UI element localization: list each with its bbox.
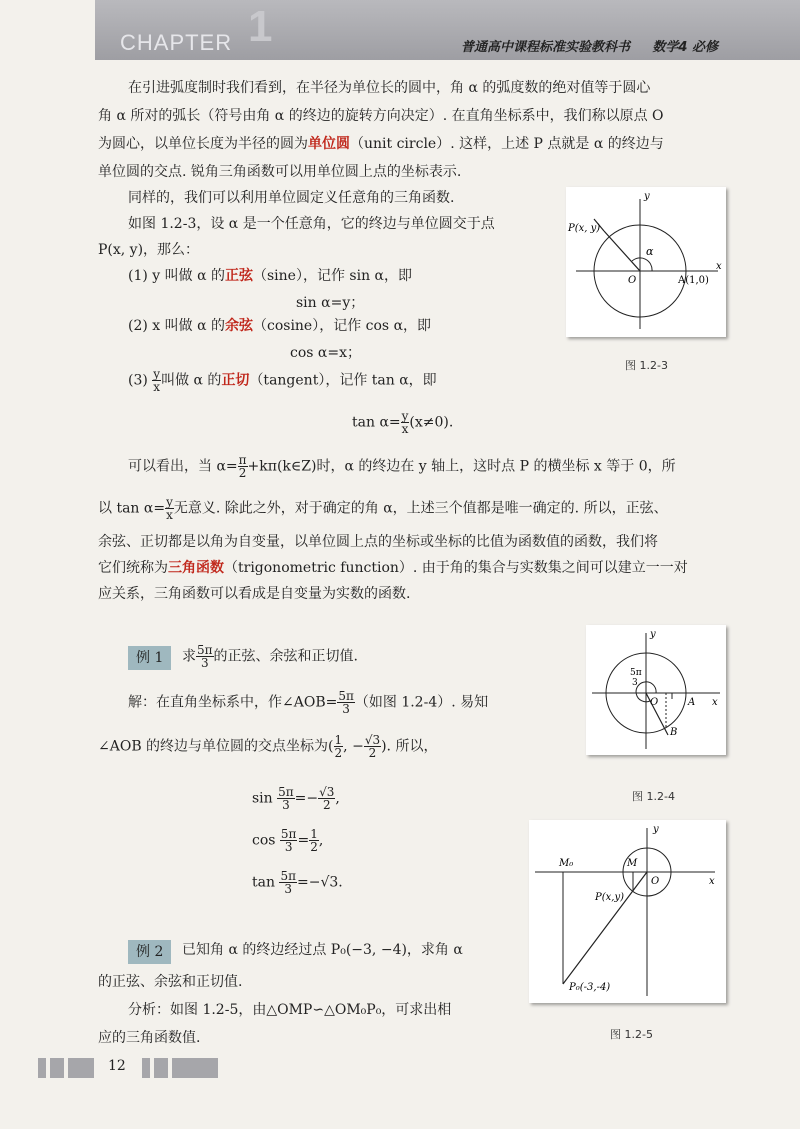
formula-sine: sin α=y； bbox=[296, 295, 365, 311]
fraction bbox=[196, 644, 214, 669]
right-angle-mark bbox=[666, 693, 672, 699]
formula-tangent bbox=[352, 410, 453, 435]
angle-arc bbox=[632, 258, 652, 271]
text: +kπ(k∈Z)时，α 的终边在 y 轴上，这时点 P 的横坐标 x 等于 0，所 bbox=[247, 458, 676, 475]
example-1-solution-line bbox=[98, 734, 437, 759]
footer-bar bbox=[50, 1058, 64, 1078]
numerator: √3 bbox=[364, 733, 381, 747]
denominator: 2 bbox=[322, 798, 331, 812]
denominator: 2 bbox=[310, 840, 318, 854]
term-tangent: 正切 bbox=[221, 372, 250, 389]
example-2-question: 已知角 α 的终边经过点 P₀(−3, −4)，求角 α bbox=[182, 942, 463, 958]
chapter-number: 1 bbox=[248, 2, 273, 51]
paragraph-line: 单位圆的交点. 锐角三角函数可以用单位圆上点的坐标表示. bbox=[98, 164, 462, 180]
text: （tangent），记作 tan α，即 bbox=[249, 372, 437, 389]
figure-caption: 图 1.2-5 bbox=[610, 1028, 653, 1041]
footer-bar bbox=[154, 1058, 168, 1078]
numerator: y bbox=[401, 409, 409, 423]
example-2-analysis: 分析：如图 1.2-5，由△OMP∽△OM₀P₀，可求出相 bbox=[128, 1002, 452, 1018]
paragraph-line: 余弦、正切都是以角为自变量，以单位圆上点的坐标或坐标的比值为函数值的函数，我们将 bbox=[98, 534, 658, 550]
fraction bbox=[318, 786, 335, 811]
footer-bar bbox=[38, 1058, 46, 1078]
numerator: 5π bbox=[278, 785, 294, 799]
paragraph-line: 在引进弧度制时我们看到，在半径为单位长的圆中，角 α 的弧度数的绝对值等于圆心 bbox=[128, 80, 651, 96]
numerator: 5π bbox=[338, 689, 354, 703]
paragraph-line: 应关系，三角函数可以看成是自变量为实数的函数. bbox=[98, 586, 411, 602]
figure-caption: 图 1.2-4 bbox=[632, 790, 675, 803]
formula-tan-5pi-3 bbox=[252, 870, 343, 895]
example-1-question bbox=[182, 644, 358, 669]
fraction bbox=[279, 870, 297, 895]
text: （unit circle）. 这样，上述 P 点就是 α 的终边与 bbox=[350, 136, 664, 152]
text: = bbox=[297, 832, 310, 849]
fraction bbox=[152, 368, 161, 393]
example-2-question: 的正弦、余弦和正切值. bbox=[98, 974, 243, 990]
denominator: 2 bbox=[368, 746, 377, 760]
paragraph-line: 角 α 所对的弧长（符号由角 α 的终边的旋转方向决定）. 在直角坐标系中，我们称以原点 O bbox=[98, 108, 664, 124]
label-o: O bbox=[650, 697, 659, 708]
text: 无意义. 除此之外，对于确定的角 α，上述三个值都是唯一确定的. 所以，正弦、 bbox=[173, 500, 668, 517]
formula-cosine: cos α=x； bbox=[290, 345, 361, 361]
denominator: 2 bbox=[238, 466, 247, 480]
term-cosine: 余弦 bbox=[224, 318, 253, 334]
text: 以 tan α= bbox=[98, 500, 166, 517]
label-a: A(1,0) bbox=[678, 275, 709, 286]
text: , bbox=[335, 790, 340, 807]
denominator: x bbox=[166, 508, 173, 522]
denominator: x bbox=[401, 422, 409, 436]
text: sin bbox=[252, 790, 273, 807]
paragraph-line: P(x, y)，那么： bbox=[98, 242, 200, 258]
label-m0: M₀ bbox=[559, 858, 574, 869]
numerator: y bbox=[153, 367, 161, 381]
label-a: A bbox=[688, 697, 696, 708]
footer-bar bbox=[172, 1058, 218, 1078]
text: , − bbox=[343, 738, 364, 755]
figure-caption: 图 1.2-3 bbox=[625, 359, 668, 372]
label-y: y bbox=[650, 629, 656, 640]
terminal-side bbox=[563, 872, 647, 984]
label-angle-n: 5π bbox=[630, 668, 642, 678]
paragraph-line bbox=[98, 556, 688, 580]
label-y: y bbox=[653, 824, 659, 835]
book-subtitle: 数学4 必修 bbox=[652, 40, 718, 55]
label-p0: P₀(-3,-4) bbox=[569, 982, 611, 993]
page-number: 12 bbox=[108, 1058, 126, 1074]
angle-diagram bbox=[586, 625, 726, 755]
denominator: 3 bbox=[200, 656, 209, 670]
example-2-analysis: 应的三角函数值. bbox=[98, 1030, 201, 1046]
term-sine: 正弦 bbox=[225, 268, 253, 284]
denominator: 3 bbox=[342, 702, 350, 716]
label-angle-d: 3 bbox=[632, 678, 638, 688]
text: 叫做 α 的 bbox=[161, 372, 222, 389]
label-x: x bbox=[712, 697, 718, 708]
denominator: 2 bbox=[334, 746, 343, 760]
text: 解：在直角坐标系中，作∠AOB= bbox=[128, 694, 338, 711]
text: tan bbox=[252, 874, 275, 891]
label-alpha: α bbox=[646, 245, 654, 258]
footer-bar bbox=[68, 1058, 94, 1078]
denominator: 3 bbox=[284, 882, 293, 896]
numerator: 5π bbox=[197, 643, 213, 657]
label-x: x bbox=[716, 261, 722, 272]
denominator: 3 bbox=[284, 840, 293, 854]
book-title: 普通高中课程标准实验教科书 bbox=[460, 40, 630, 55]
text: （trigonometric function）. 由于角的集合与实数集之间可以建立一一对 bbox=[224, 560, 688, 576]
footer-bar bbox=[142, 1058, 150, 1078]
figure-1-2-3 bbox=[566, 187, 726, 337]
term-unit-circle: 单位圆 bbox=[308, 136, 350, 152]
fraction bbox=[280, 828, 298, 853]
text: (x≠0). bbox=[409, 414, 454, 431]
numerator: 1 bbox=[310, 827, 318, 841]
paragraph-line: 如图 1.2-3，设 α 是一个任意角，它的终边与单位圆交于点 bbox=[128, 216, 495, 232]
unit-circle-diagram bbox=[566, 187, 726, 337]
text: （sine），记作 sin α，即 bbox=[253, 268, 412, 284]
label-x: x bbox=[709, 876, 715, 887]
text: 为圆心，以单位长度为半径的圆为 bbox=[98, 136, 308, 152]
denominator: 3 bbox=[282, 798, 290, 812]
fraction bbox=[334, 734, 344, 759]
example-1-tag: 例 1 bbox=[128, 646, 171, 670]
paragraph-line: 同样的，我们可以利用单位圆定义任意角的三角函数. bbox=[128, 190, 455, 206]
text: =−√3. bbox=[296, 874, 343, 891]
label-p: P(x, y) bbox=[568, 223, 601, 234]
fraction bbox=[238, 454, 248, 479]
text: 的正弦、余弦和正切值. bbox=[213, 648, 358, 665]
example-2-tag: 例 2 bbox=[128, 940, 171, 964]
label-p: P(x,y) bbox=[595, 892, 624, 903]
label-o: O bbox=[628, 275, 637, 286]
fraction bbox=[337, 690, 355, 715]
text: (1) y 叫做 α 的 bbox=[128, 268, 225, 284]
numerator: π bbox=[238, 453, 247, 467]
text: , bbox=[318, 832, 324, 849]
text: cos bbox=[252, 832, 276, 849]
text: 求 bbox=[182, 648, 196, 665]
paragraph-line bbox=[98, 496, 668, 521]
text: ∠AOB 的终边与单位圆的交点坐标为( bbox=[98, 738, 334, 755]
formula-sin-5pi-3 bbox=[252, 786, 340, 811]
denominator: x bbox=[153, 380, 161, 394]
paragraph-line bbox=[128, 454, 676, 479]
fraction bbox=[364, 734, 381, 759]
fraction bbox=[277, 786, 295, 811]
example-1-solution-line bbox=[128, 690, 488, 715]
fraction bbox=[309, 828, 319, 853]
text: (2) x 叫做 α 的 bbox=[128, 318, 225, 334]
paragraph-line bbox=[98, 132, 664, 156]
label-m: M bbox=[627, 858, 638, 869]
numerator: 5π bbox=[280, 869, 296, 883]
chapter-label: CHAPTER bbox=[120, 30, 233, 55]
figure-1-2-5 bbox=[529, 820, 726, 1003]
definition-sine bbox=[128, 264, 412, 288]
label-o: O bbox=[651, 876, 660, 887]
figure-1-2-4 bbox=[586, 625, 726, 755]
text: （cosine），记作 cos α，即 bbox=[252, 318, 432, 334]
numerator: √3 bbox=[319, 785, 335, 799]
definition-cosine bbox=[128, 314, 431, 338]
text: ). 所以， bbox=[381, 738, 438, 755]
label-y: y bbox=[644, 191, 650, 202]
text: tan α= bbox=[352, 414, 401, 431]
numerator: 1 bbox=[334, 733, 343, 747]
fraction bbox=[165, 496, 174, 521]
text: 可以看出，当 α= bbox=[128, 458, 238, 475]
text: （如图 1.2-4）. 易知 bbox=[354, 694, 489, 711]
text: =− bbox=[294, 790, 319, 807]
numerator: y bbox=[166, 495, 173, 509]
definition-tangent bbox=[128, 368, 437, 393]
text: (3) bbox=[128, 372, 148, 389]
term-trig-function: 三角函数 bbox=[168, 560, 224, 576]
text: 它们统称为 bbox=[98, 560, 168, 576]
formula-cos-5pi-3 bbox=[252, 828, 323, 853]
label-b: B bbox=[670, 727, 678, 738]
similar-triangles-diagram bbox=[529, 820, 726, 1003]
terminal-side bbox=[604, 231, 640, 271]
numerator: 5π bbox=[280, 827, 297, 841]
